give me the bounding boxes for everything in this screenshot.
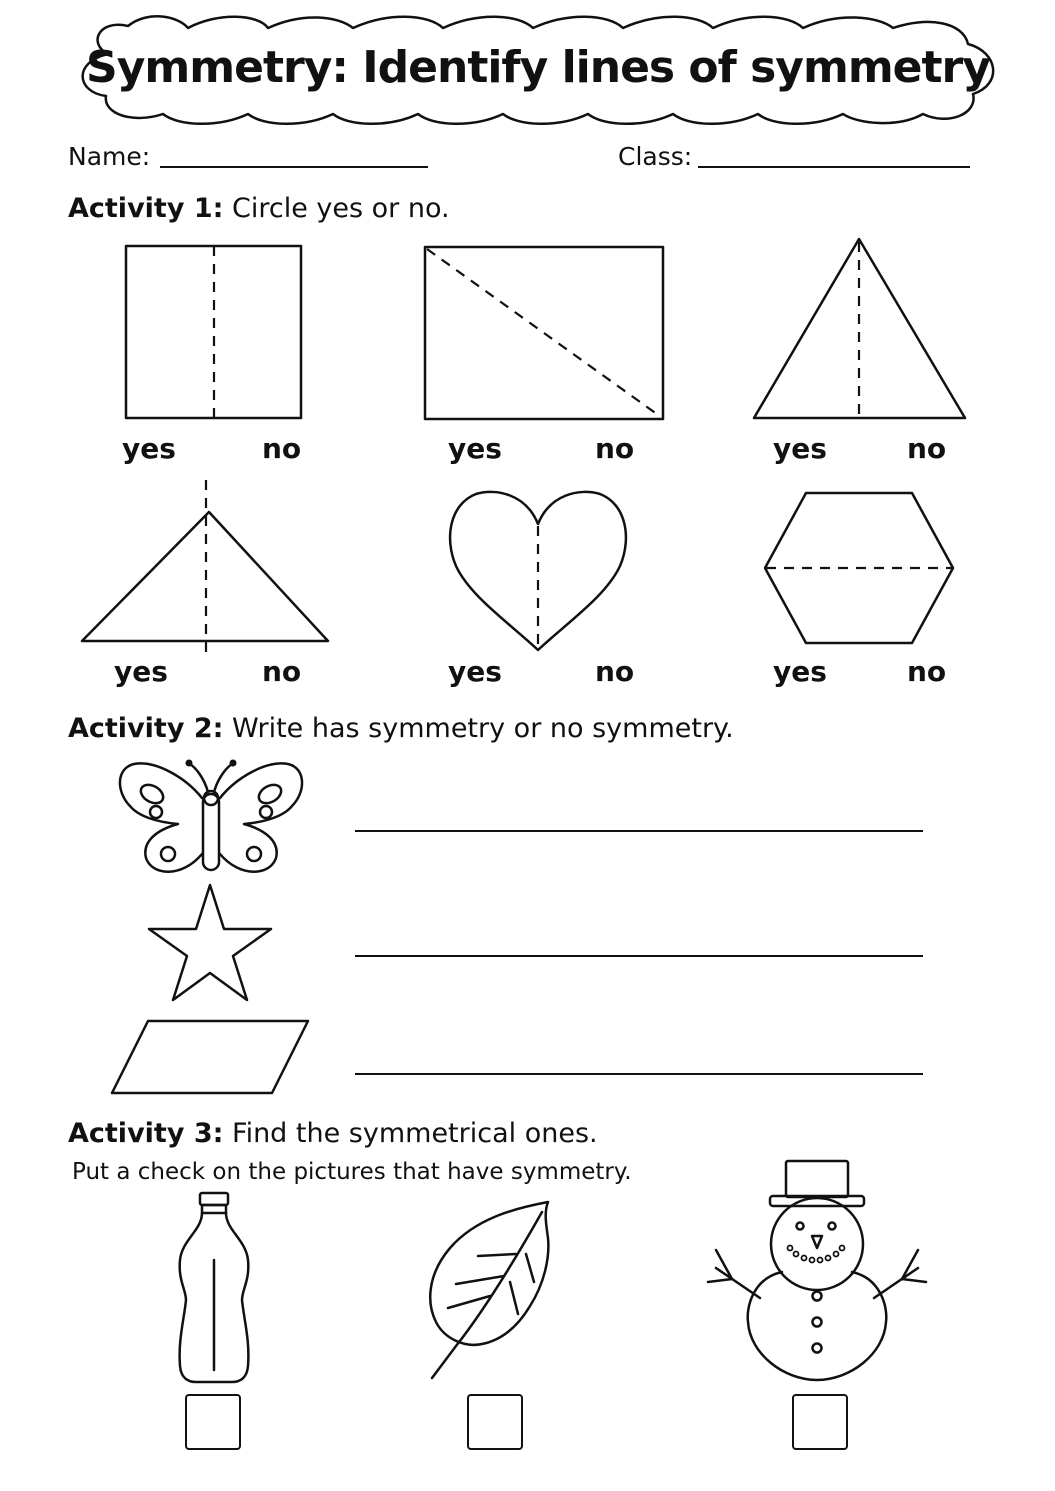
- triangle-dashed-vertical-icon: [752, 236, 968, 422]
- hexagon-dashed-horizontal-icon: [762, 490, 956, 646]
- shape3-no[interactable]: no: [907, 432, 947, 465]
- activity1-label: Activity 1:: [68, 193, 224, 224]
- butterfly-icon: [116, 758, 306, 880]
- answer-line-parallelogram[interactable]: [355, 1073, 923, 1075]
- activity3-instruction: Find the symmetrical ones.: [223, 1118, 598, 1149]
- shape4-yes[interactable]: yes: [114, 655, 168, 688]
- checkbox-leaf[interactable]: [467, 1394, 523, 1450]
- rectangle-dashed-diagonal-icon: [423, 245, 665, 423]
- activity3-subinstruction: Put a check on the pictures that have symmetry.: [72, 1159, 632, 1185]
- activity2-instruction: Write has symmetry or no symmetry.: [223, 713, 734, 744]
- shape6-no[interactable]: no: [907, 655, 947, 688]
- page-title: Symmetry: Identify lines of symmetry: [86, 42, 990, 93]
- checkbox-bottle[interactable]: [185, 1394, 241, 1450]
- class-field[interactable]: [698, 166, 970, 168]
- activity3-heading: [68, 1117, 598, 1151]
- shape5-yes[interactable]: yes: [448, 655, 502, 688]
- parallelogram-icon: [110, 1018, 312, 1096]
- shape3-yes[interactable]: yes: [773, 432, 827, 465]
- wide-triangle-dashed-off-center-icon: [80, 478, 332, 662]
- snowman-icon: [706, 1158, 930, 1386]
- activity2-heading: [68, 712, 734, 746]
- shape2-yes[interactable]: yes: [448, 432, 502, 465]
- shape5-no[interactable]: no: [595, 655, 635, 688]
- name-label: Name:: [68, 142, 151, 171]
- shape6-yes[interactable]: yes: [773, 655, 827, 688]
- checkbox-snowman[interactable]: [792, 1394, 848, 1450]
- answer-line-star[interactable]: [355, 955, 923, 957]
- bottle-icon: [172, 1190, 256, 1386]
- shape1-no[interactable]: no: [262, 432, 302, 465]
- activity1-heading: [68, 192, 450, 226]
- answer-line-butterfly[interactable]: [355, 830, 923, 832]
- activity2-label: Activity 2:: [68, 713, 224, 744]
- leaf-icon: [426, 1198, 556, 1384]
- shape4-no[interactable]: no: [262, 655, 302, 688]
- star-icon: [146, 882, 274, 1004]
- square-dashed-vertical-icon: [124, 244, 304, 422]
- shape2-no[interactable]: no: [595, 432, 635, 465]
- shape1-yes[interactable]: yes: [122, 432, 176, 465]
- activity3-label: Activity 3:: [68, 1118, 224, 1149]
- name-field[interactable]: [160, 166, 428, 168]
- class-label: Class:: [618, 142, 693, 171]
- activity1-instruction: Circle yes or no.: [223, 193, 450, 224]
- heart-dashed-vertical-icon: [446, 488, 630, 656]
